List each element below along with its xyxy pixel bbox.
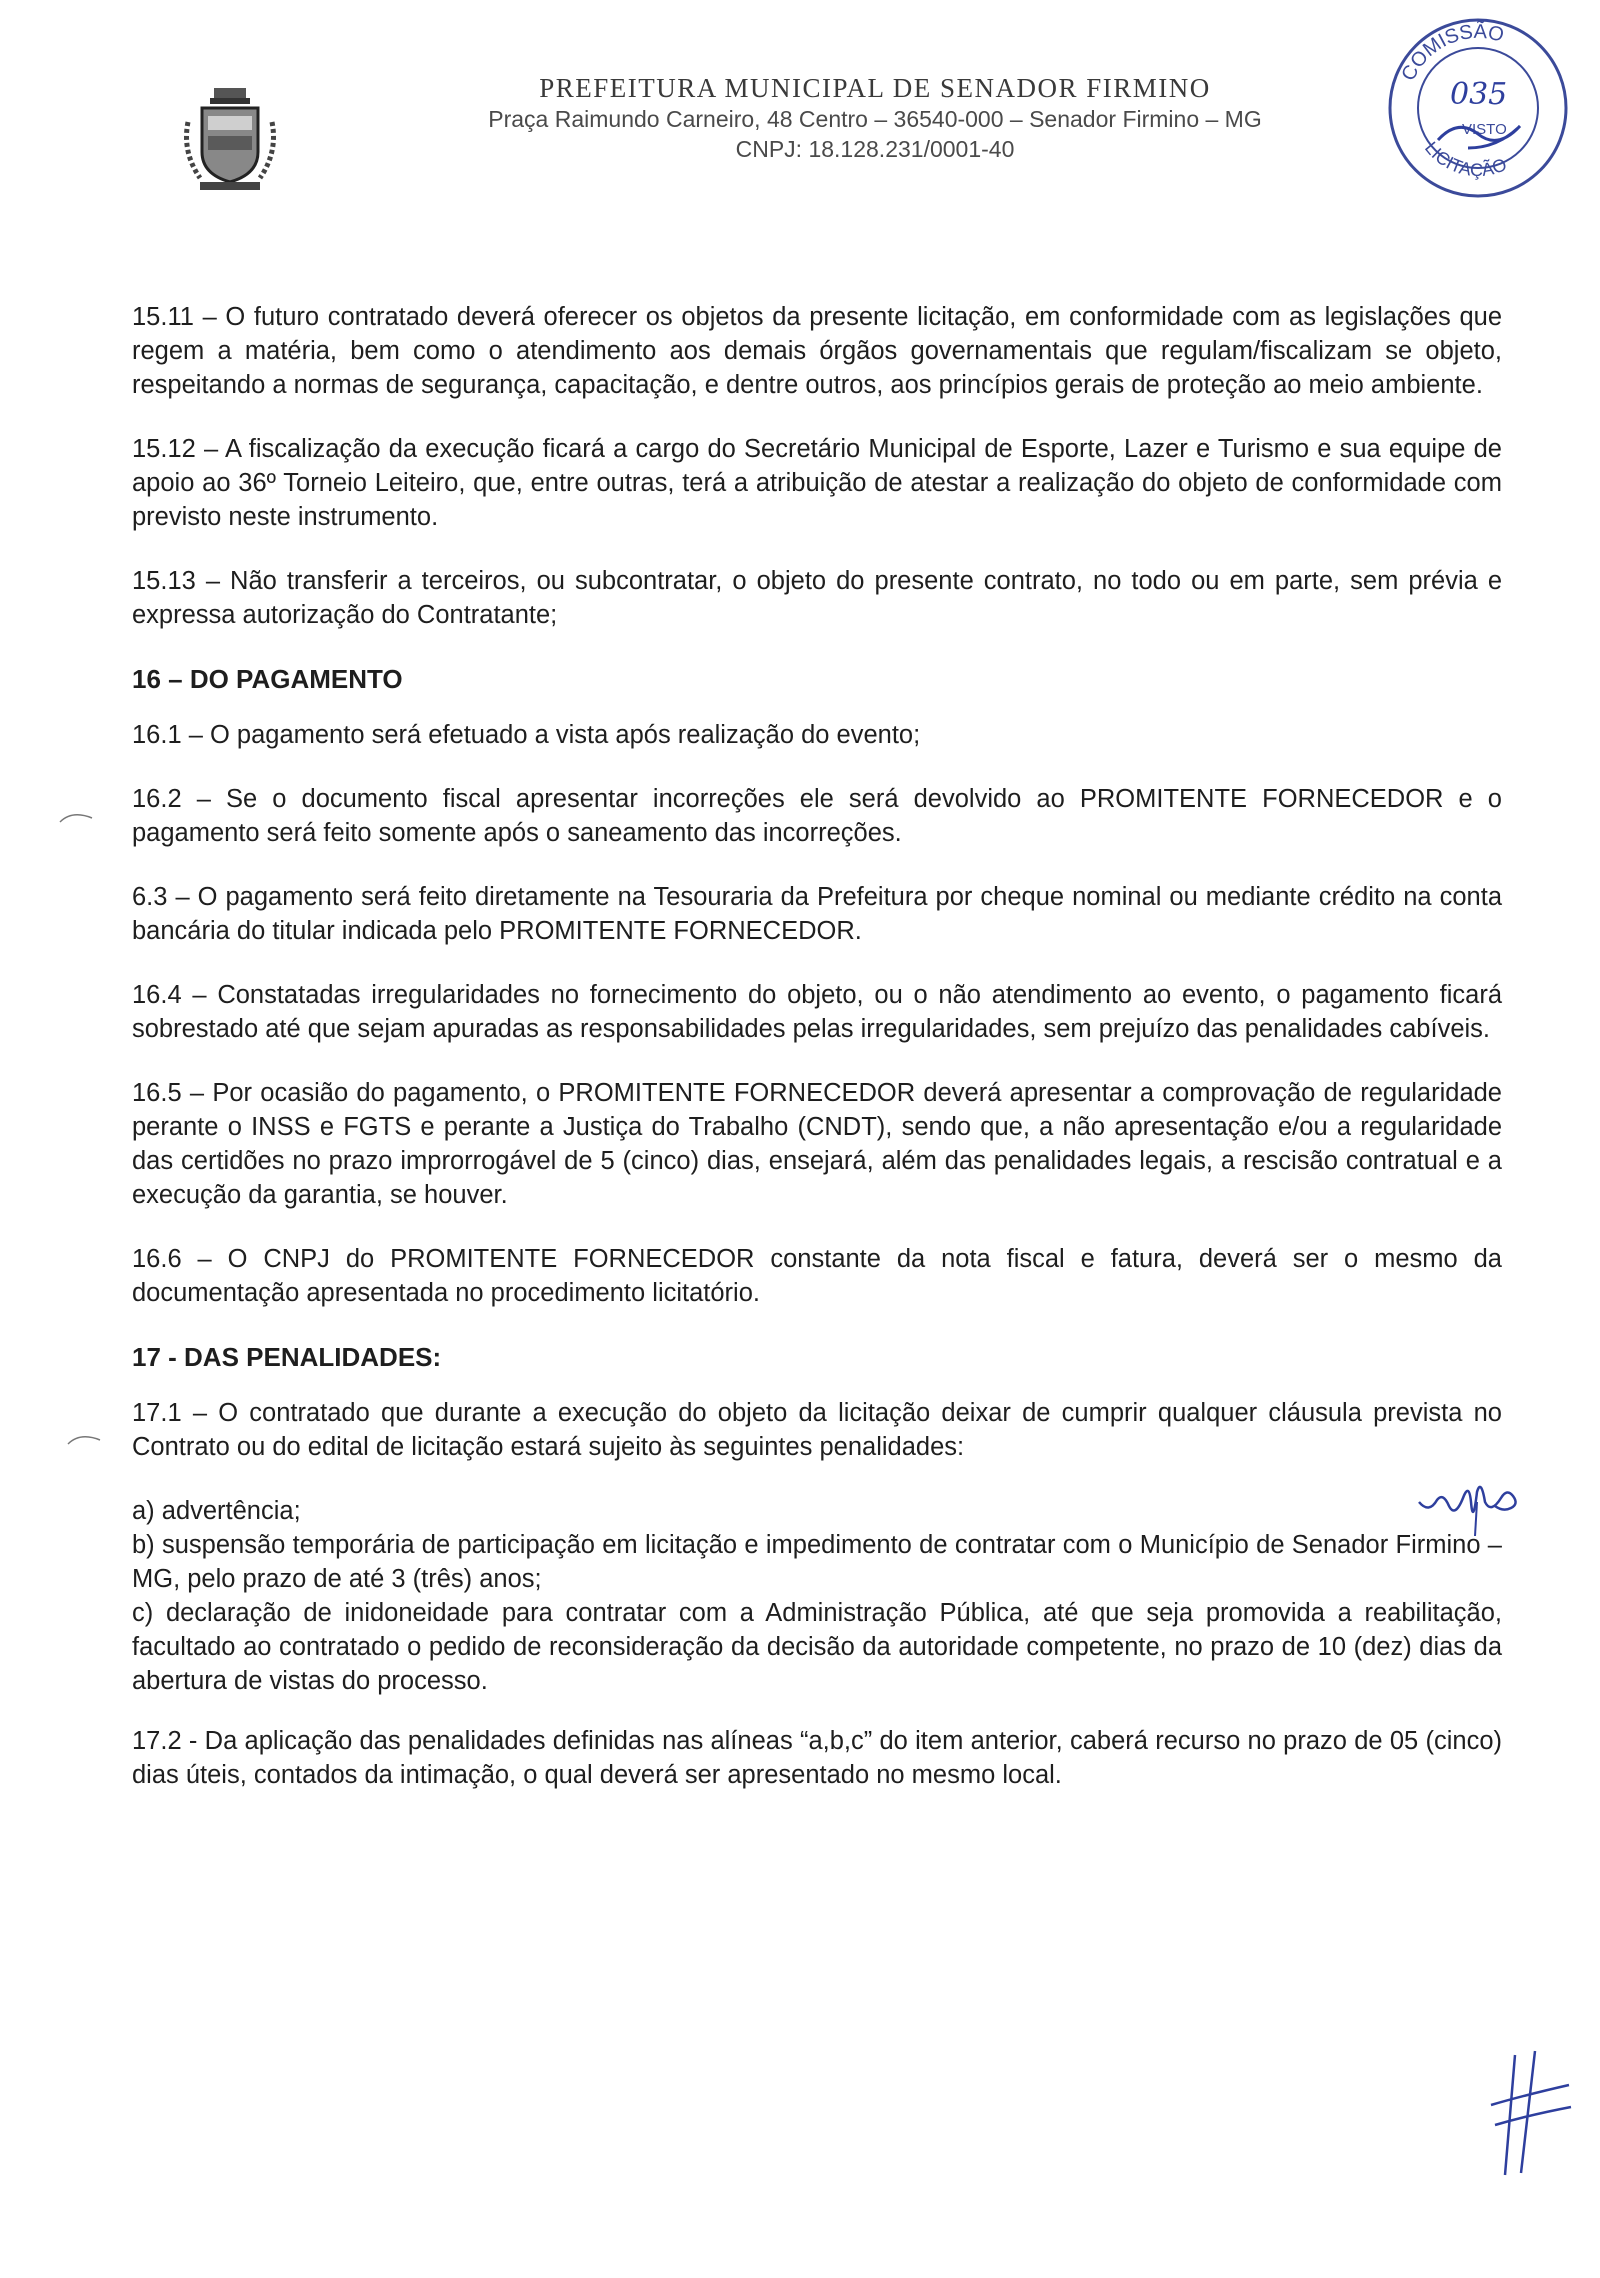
penalties-list xyxy=(132,1494,1502,1698)
penalty-item-a: a) advertência; xyxy=(132,1497,301,1525)
stamp-bottom-text: LICITAÇÃO xyxy=(1420,137,1510,181)
letterhead-address: Praça Raimundo Carneiro, 48 Centro – 36540-000 – Senador Firmino – MG xyxy=(488,106,1262,132)
margin-mark xyxy=(66,1428,106,1448)
clause-16-5: 16.5 – Por ocasião do pagamento, o PROMITENTE FORNECEDOR deverá apresentar a comprovação de regularidade perante o INSS e FGTS e perante a Justiça do Trabalho (CNDT), sendo que, a não apresentação e/ou a regularidade das certidões no prazo improrrogável de 5 (cinco) dias, ensejará, além das penalidades legais, a rescisão contratual e a execução da garantia, se houver. xyxy=(132,1079,1502,1209)
document-body xyxy=(132,300,1502,1822)
penalty-item-c: c) declaração de inidoneidade para contratar com a Administração Pública, até que seja promovida a reabilitação, facultado ao contratado o pedido de reconsideração da decisão da autoridade competente, no prazo de 10 (dez) dias da abertura de vistas do processo. xyxy=(132,1599,1502,1695)
handwritten-signature xyxy=(1415,1462,1525,1542)
coat-of-arms-icon xyxy=(180,82,280,197)
section-heading-16: 16 – DO PAGAMENTO xyxy=(132,664,403,694)
clause-17-2: 17.2 - Da aplicação das penalidades definidas nas alíneas “a,b,c” do item anterior, caberá recurso no prazo de 05 (cinco) dias úteis, contados da intimação, o qual deverá ser apresentado no mesmo local. xyxy=(132,1727,1502,1789)
letterhead-title: PREFEITURA MUNICIPAL DE SENADOR FIRMINO xyxy=(539,73,1211,103)
clause-16-2: 16.2 – Se o documento fiscal apresentar incorreções ele será devolvido ao PROMITENTE FORNECEDOR e o pagamento será feito somente após o saneamento das incorreções. xyxy=(132,785,1502,847)
letterhead xyxy=(0,0,1600,200)
svg-text:LICITAÇÃO xyxy=(1421,138,1509,180)
margin-mark xyxy=(58,806,98,826)
penalty-item-b: b) suspensão temporária de participação em licitação e impedimento de contratar com o Município de Senador Firmino – MG, pelo prazo de até 3 (três) anos; xyxy=(132,1531,1502,1593)
clause-16-6: 16.6 – O CNPJ do PROMITENTE FORNECEDOR constante da nota fiscal e fatura, deverá ser o mesmo da documentação apresentada no procedimento licitatório. xyxy=(132,1245,1502,1307)
handwritten-initials xyxy=(1485,2045,1575,2185)
clause-6-3: 6.3 – O pagamento será feito diretamente na Tesouraria da Prefeitura por cheque nominal ou mediante crédito na conta bancária do titular indicada pelo PROMITENTE FORNECEDOR. xyxy=(132,883,1502,945)
clause-16-4: 16.4 – Constatadas irregularidades no fornecimento do objeto, ou o não atendimento ao evento, o pagamento ficará sobrestado até que sejam apuradas as responsabilidades pelas irregularidades, sem prejuízo das penalidades cabíveis. xyxy=(132,981,1502,1043)
clause-15-13: 15.13 – Não transferir a terceiros, ou subcontratar, o objeto do presente contrato, no todo ou em parte, sem prévia e expressa autorização do Contratante; xyxy=(132,567,1502,629)
clause-15-12: 15.12 – A fiscalização da execução ficará a cargo do Secretário Municipal de Esporte, Lazer e Turismo e sua equipe de apoio ao 36º Torneio Leiteiro, que, entre outras, terá a atribuição de atestar a realização do objeto de conformidade com previsto neste instrumento. xyxy=(132,435,1502,531)
stamp-middle-text: VISTO xyxy=(1462,121,1507,138)
section-heading-17: 17 - DAS PENALIDADES: xyxy=(132,1342,442,1372)
clause-17-1: 17.1 – O contratado que durante a execução do objeto da licitação deixar de cumprir qualquer cláusula prevista no Contrato ou do edital de licitação estará sujeito às seguintes penalidades: xyxy=(132,1399,1502,1461)
commission-stamp xyxy=(1378,8,1578,208)
stamp-number: 035 xyxy=(1450,77,1508,112)
svg-text:COMISSÃO xyxy=(1397,19,1506,85)
letterhead-cnpj: CNPJ: 18.128.231/0001-40 xyxy=(735,136,1015,162)
stamp-top-text: COMISSÃO xyxy=(1397,20,1506,85)
clause-15-11: 15.11 – O futuro contratado deverá oferecer os objetos da presente licitação, em conformidade com as legislações que regem a matéria, bem como o atendimento aos demais órgãos governamentais que regulam/fiscalizam se objeto, respeitando a normas de segurança, capacitação, e dentre outros, aos princípios gerais de proteção ao meio ambiente. xyxy=(132,303,1502,399)
clause-16-1: 16.1 – O pagamento será efetuado a vista após realização do evento; xyxy=(132,721,921,749)
